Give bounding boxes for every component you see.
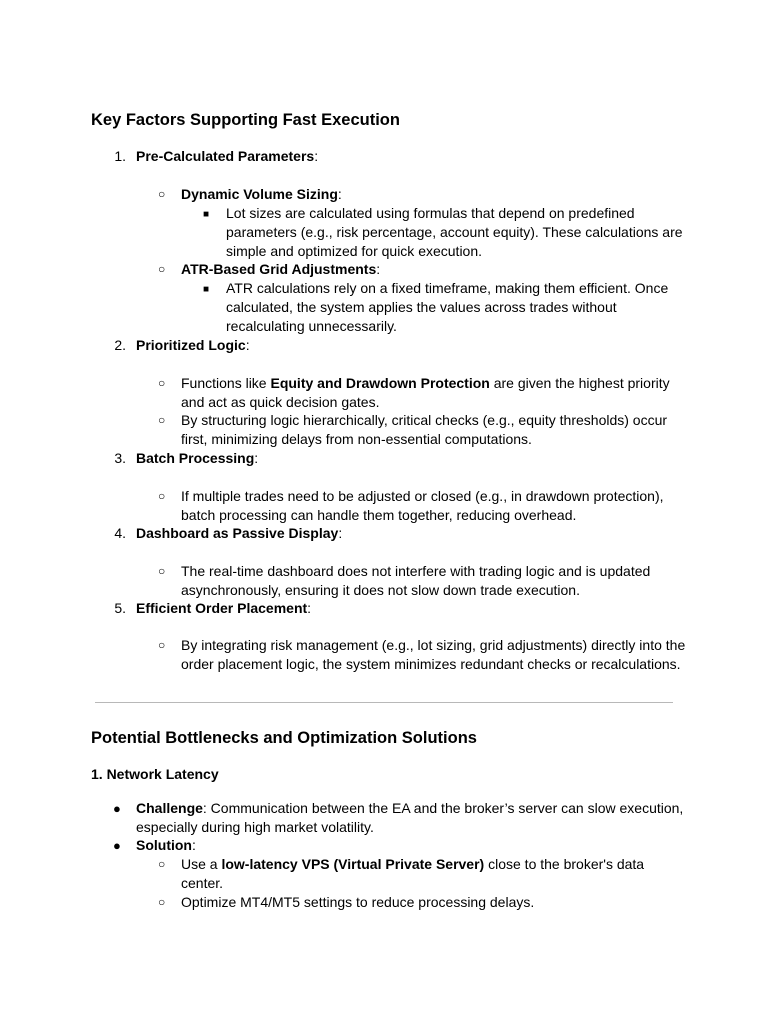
item-colon: :: [307, 600, 312, 616]
subitem-title-line: [181, 185, 342, 204]
hollow-circle-icon: ○: [158, 489, 166, 503]
detail-line: ATR calculations rely on a fixed timeframe, making them efficient. Once: [226, 280, 669, 296]
solution-line: [136, 836, 196, 855]
subitem-title: ATR-Based Grid Adjustments: [181, 261, 377, 277]
challenge-label: Challenge: [136, 800, 203, 816]
hollow-circle-icon: ○: [158, 413, 166, 427]
solution-bullet-line: Optimize MT4/MT5 settings to reduce processing delays.: [181, 894, 535, 910]
item-title: Batch Processing: [136, 450, 255, 466]
text-run: close to the broker's data: [484, 856, 645, 872]
item-title: Pre-Calculated Parameters: [136, 148, 315, 164]
challenge-line: [136, 799, 683, 818]
item-title: Dashboard as Passive Display: [136, 525, 339, 541]
hollow-circle-icon: ○: [158, 376, 166, 390]
list-number: 1.: [114, 148, 126, 164]
section-heading-bottlenecks: Potential Bottlenecks and Optimization Solutions: [91, 729, 477, 747]
hollow-circle-icon: ○: [158, 564, 166, 578]
item-colon: :: [254, 450, 259, 466]
item-title: Prioritized Logic: [136, 337, 246, 353]
item-title-line: [136, 336, 250, 355]
detail-line: calculated, the system applies the values across trades without: [226, 299, 617, 315]
bullet-line: By integrating risk management (e.g., lot sizing, grid adjustments) directly into the: [181, 637, 686, 653]
text-run: are given the highest priority: [489, 375, 670, 391]
hollow-circle-icon: ○: [158, 638, 166, 652]
item-title-line: [136, 449, 258, 468]
bullet-line: [181, 374, 670, 393]
challenge-line: especially during high market volatility.: [136, 819, 374, 835]
list-number: 3.: [114, 450, 126, 466]
item-title-line: [136, 147, 318, 166]
bullet-line: By structuring logic hierarchically, critical checks (e.g., equity thresholds) occur: [181, 412, 668, 428]
bullet-line: The real-time dashboard does not interfere with trading logic and is updated: [181, 563, 651, 579]
bold-run: Equity and Drawdown Protection: [270, 375, 490, 391]
item-title-line: [136, 599, 311, 618]
hollow-circle-icon: ○: [158, 187, 166, 201]
subitem-colon: :: [376, 261, 381, 277]
solution-bullet-line: center.: [181, 875, 224, 891]
item-colon: :: [245, 337, 250, 353]
challenge-text: : Communication between the EA and the broker’s server can slow execution,: [202, 800, 684, 816]
item-colon: :: [338, 525, 343, 541]
item-colon: :: [314, 148, 319, 164]
bold-run: low-latency VPS (Virtual Private Server): [221, 856, 485, 872]
detail-line: simple and optimized for quick execution.: [226, 243, 483, 259]
section-heading-key-factors: Key Factors Supporting Fast Execution: [91, 111, 400, 129]
solution-colon: :: [192, 837, 196, 853]
filled-bullet-icon: ●: [113, 801, 121, 816]
solution-label: Solution: [136, 837, 192, 853]
subitem-colon: :: [337, 186, 342, 202]
detail-line: parameters (e.g., risk percentage, account equity). These calculations are: [226, 224, 683, 240]
square-bullet-icon: ■: [203, 284, 210, 295]
hollow-circle-icon: ○: [158, 857, 166, 871]
bullet-line: If multiple trades need to be adjusted or closed (e.g., in drawdown protection),: [181, 488, 664, 504]
bullet-line: asynchronously, ensuring it does not slow down trade execution.: [181, 582, 580, 598]
filled-bullet-icon: ●: [113, 838, 121, 853]
text-run: Functions like: [181, 375, 271, 391]
item-title: Efficient Order Placement: [136, 600, 308, 616]
hollow-circle-icon: ○: [158, 262, 166, 276]
bullet-line: batch processing can handle them together, reducing overhead.: [181, 507, 577, 523]
subitem-title-line: [181, 260, 380, 279]
text-run: Use a: [181, 856, 222, 872]
square-bullet-icon: ■: [203, 209, 210, 220]
bullet-line: order placement logic, the system minimizes redundant checks or recalculations.: [181, 656, 681, 672]
detail-line: recalculating unnecessarily.: [226, 318, 397, 334]
subitem-title: Dynamic Volume Sizing: [181, 186, 338, 202]
bullet-line: first, minimizing delays from non-essential computations.: [181, 431, 532, 447]
bullet-line: and act as quick decision gates.: [181, 394, 380, 410]
list-number: 5.: [114, 600, 126, 616]
list-number: 2.: [114, 337, 126, 353]
detail-line: Lot sizes are calculated using formulas that depend on predefined: [226, 205, 635, 221]
solution-bullet-line: [181, 855, 644, 874]
item-title-line: [136, 524, 342, 543]
hollow-circle-icon: ○: [158, 895, 166, 909]
subsection-heading: 1. Network Latency: [91, 766, 219, 782]
horizontal-divider: [95, 702, 673, 703]
list-number: 4.: [114, 525, 126, 541]
